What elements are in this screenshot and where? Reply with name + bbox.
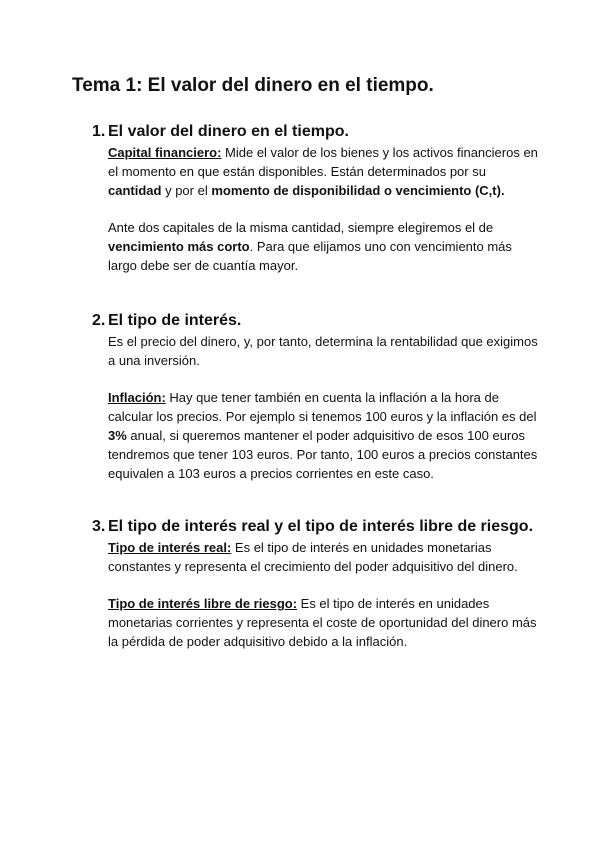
term-label: Tipo de interés real: (108, 540, 232, 555)
section-number: 2. (92, 312, 106, 329)
paragraph-text: Es el tipo de interés en unidades monetarias constantes y representa el crecimiento del poder adquisitivo del dinero. (108, 540, 518, 574)
section-number: 1. (92, 123, 106, 140)
paragraph-text: Es el tipo de interés en unidades monetarias corrientes y representa el coste de oportunidad del dinero más la pérdida de poder adquisitivo debido a la inflación. (108, 596, 537, 649)
section-heading (92, 121, 542, 143)
section-body (108, 143, 542, 275)
page-title: Tema 1: El valor del dinero en el tiempo. (72, 75, 434, 96)
paragraph-text: Hay que tener también en cuenta la inflación a la hora de calcular los precios. Por ejemplo si tenemos 100 euros y la inflación es del (108, 390, 537, 424)
section-title: El tipo de interés real y el tipo de interés libre de riesgo. (108, 518, 534, 535)
section-number: 3. (92, 518, 106, 535)
section-title: El tipo de interés. (108, 312, 242, 329)
paragraph: Es el precio del dinero, y, por tanto, determina la rentabilidad que exigimos a una inversión. (108, 334, 538, 368)
paragraph (108, 594, 542, 651)
section-interes-real (92, 516, 542, 651)
section-body (108, 332, 542, 483)
bold-text: cantidad (108, 183, 162, 198)
paragraph-text: Ante dos capitales de la misma cantidad, siempre elegiremos el de (108, 220, 494, 235)
section-body (108, 538, 542, 651)
paragraph-text: y por el (161, 183, 212, 198)
paragraph-text: . Para que elijamos uno con vencimiento más largo debe ser de cuantía mayor. (108, 239, 512, 273)
paragraph (108, 388, 542, 483)
section-heading (92, 310, 542, 332)
section-title: El valor del dinero en el tiempo. (108, 123, 349, 140)
term-label: Capital financiero: (108, 145, 222, 160)
section-tipo-interes (92, 310, 542, 483)
bold-text: 3% (108, 428, 127, 443)
bold-text: momento de disponibilidad o vencimiento (C,t). (211, 183, 505, 198)
paragraph (108, 538, 542, 576)
paragraph-text: Mide el valor de los bienes y los activos financieros en el momento en que están disponibles. Están determinados por su (108, 145, 538, 179)
paragraph-text: anual, si queremos mantener el poder adquisitivo de esos 100 euros tendremos que tener 103 euros. Por tanto, 100 euros a precios constantes equivalen a 103 euros a precios corrientes en este caso. (108, 428, 538, 481)
paragraph (108, 143, 542, 200)
term-label: Inflación: (108, 390, 166, 405)
bold-text: vencimiento más corto (108, 239, 250, 254)
term-label: Tipo de interés libre de riesgo: (108, 596, 298, 611)
paragraph (108, 218, 542, 275)
section-valor-dinero (92, 121, 542, 275)
section-heading (92, 516, 542, 538)
